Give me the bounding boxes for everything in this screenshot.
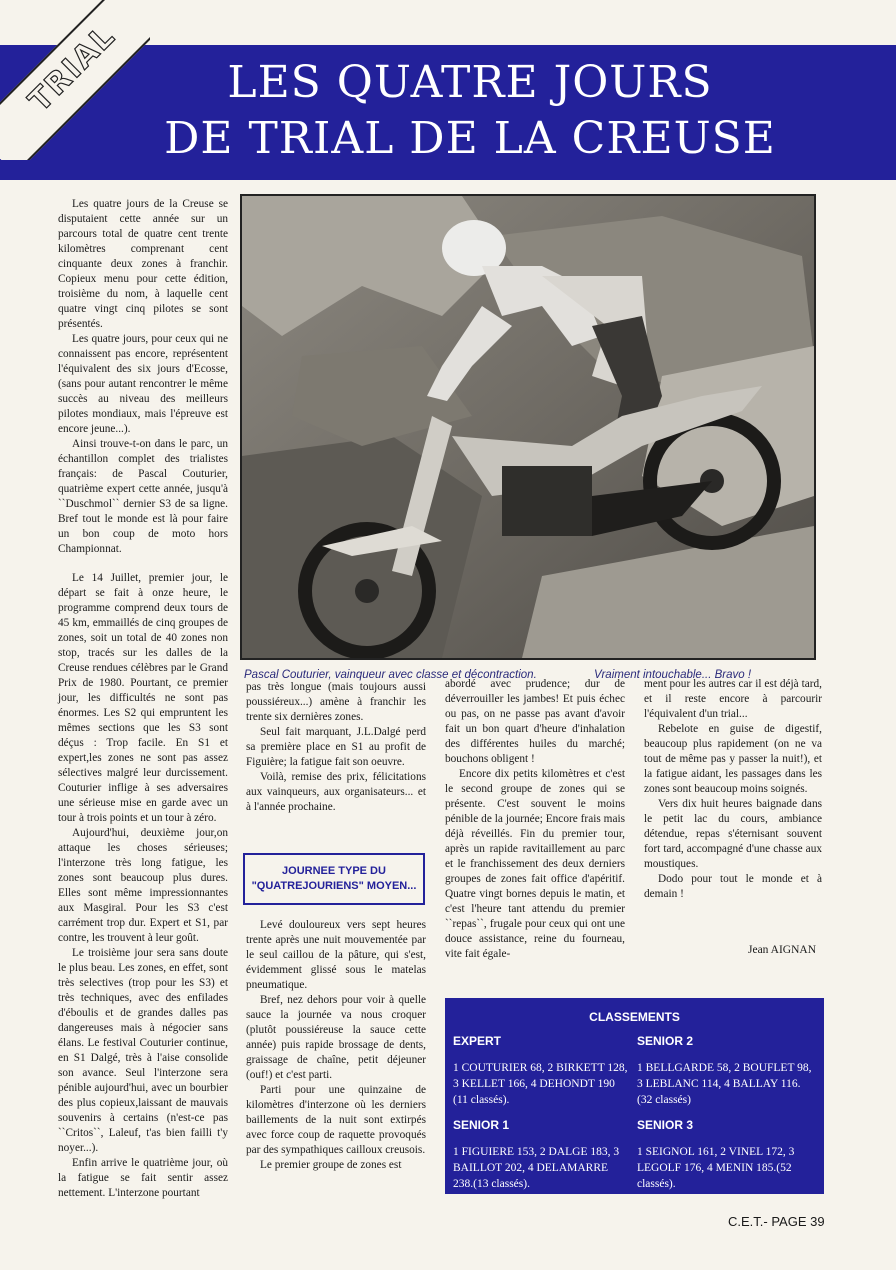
article-column-4 (644, 677, 822, 902)
article-column-1 (58, 197, 228, 1201)
paragraph: Les quatre jours, pour ceux qui ne connaissent pas encore, représentent l'équivalent des six jours d'Ecosse, (sans pour autant rencontrer le même succès au niveau des meilleurs pilotes mondiaux, mais l'épreuve est encore jeune...). (58, 333, 228, 435)
title-line-1: LES QUATRE JOURS (227, 57, 713, 108)
title-line-2: DE TRIAL DE LA CREUSE (164, 113, 776, 164)
trial-photo (240, 194, 816, 660)
paragraph: Encore dix petits kilomètres et c'est le second groupe de zones qui se présente. C'est souvent le moins pénible de la journée; Encore frais mais déjà réveillés. Fin du premier tour, après un rapide ravitaillement au parc et le franchissement des deux derniers groupes de zones fait office d'apéritif. Quatre vingt bornes depuis le matin, et c'est l'heure tant attendu du premier ``repas``, frugale pour ceux qui ont une douce assistance, reine du fourneau, vite fait égale- (445, 768, 625, 960)
paragraph: Aujourd'hui, deuxième jour,on attaque les choses sérieuses; l'interzone très long fatigue, les zones sont beaucoup plus dures. Elles sont même impressionnantes aux Masgiral. Pour les S3 c'est carrément trop dur. Expert et S1, par contre, les trouvent à leur goût. (58, 827, 228, 944)
caption-right: Vraiment intouchable... Bravo ! (594, 669, 752, 681)
paragraph: Ainsi trouve-t-on dans le parc, un échantillon complet des trialistes français: de Pascal Couturier, quatrième expert cette année, jusqu'à ``Duschmol`` dernier S3 de sa ligne. Bref tout le monde est là pour faire un bon coup de moto hors Championnat. (58, 438, 228, 555)
senior3-results: 1 SEIGNOL 161, 2 VINEL 172, 3 LEGOLF 176, 4 MENIN 185.(52 classés). (637, 1146, 795, 1190)
page-footer: C.E.T.- PAGE 39 (728, 1214, 825, 1229)
senior1-heading: SENIOR 1 (453, 1118, 510, 1132)
classements-title: CLASSEMENTS (589, 1010, 680, 1024)
senior3-heading: SENIOR 3 (637, 1118, 694, 1132)
senior1-results: 1 FIGUIERE 153, 2 DALGE 183, 3 BAILLOT 202, 4 DELAMARRE 238.(13 classés). (453, 1146, 620, 1190)
paragraph: Parti pour une quinzaine de kilomètres d'interzone où les derniers baillements de la nuit sont extirpés avec force coup de raquette provoqués par des sympathiques cailloux creusois. (246, 1084, 426, 1156)
subhead-line-2: "QUATREJOURIENS" MOYEN... (251, 880, 417, 892)
expert-results: 1 COUTURIER 68, 2 BIRKETT 128, 3 KELLET 166, 4 DEHONDT 190 (11 classés). (453, 1062, 628, 1106)
paragraph: Vers dix huit heures baignade dans le petit lac du cours, ambiance détendue, repas s'éternisant souvent fort tard, accompagné d'une chasse aux moustiques. (644, 798, 822, 870)
page-title (90, 45, 850, 180)
subhead-box (243, 853, 425, 905)
section-corner-tag (0, 0, 150, 160)
paragraph: Voilà, remise des prix, félicitations aux vainqueurs, aux organisateurs... et à l'année prochaine. (246, 771, 426, 813)
article-column-3 (445, 677, 625, 962)
senior2-heading: SENIOR 2 (637, 1034, 694, 1048)
corner-tag-label: TRIAL (22, 18, 123, 119)
senior2-results: 1 BELLGARDE 58, 2 BOUFLET 98, 3 LEBLANC 114, 4 BALLAY 116. (32 classés) (637, 1062, 812, 1106)
corner-band (0, 0, 150, 160)
paragraph: Dodo pour tout le monde et à demain ! (644, 873, 822, 900)
paragraph: Les quatre jours de la Creuse se disputaient cette année sur un parcours total de quatre cent trente kilomètres comprenant cent cinquante deux zones à franchir. Copieux menu pour cette édition, troisième du nom, à laquelle cent quatre vingt cinq pilotes se sont présentés. (58, 198, 228, 330)
author-signature: Jean AIGNAN (748, 944, 817, 956)
article-column-2-continued (246, 918, 426, 1173)
classements-box (445, 998, 824, 1194)
photo-illustration (242, 196, 814, 658)
paragraph: pas très longue (mais toujours aussi poussiéreux...) amène à franchir les trente six dernières zones. (246, 681, 426, 723)
caption-left: Pascal Couturier, vainqueur avec classe et décontraction. (244, 669, 537, 681)
expert-heading: EXPERT (453, 1034, 502, 1048)
paragraph: Rebelote en guise de digestif, beaucoup plus rapidement (on ne va tout de même pas y passer la nuit!), et la fatigue aidant, les passages dans les zones sont beaucoup moins soignés. (644, 723, 822, 795)
paragraph: abordé avec prudence; dur de déverrouiller les jambes! Et puis échec ou pas, on ne passe pas avant d'avoir fait un bon quart d'heure d'inhalation des différentes huiles du marché; bouchons obligent ! (445, 678, 625, 765)
article-column-2 (246, 680, 426, 815)
subhead-line-1: JOURNEE TYPE DU (282, 865, 386, 877)
paragraph: Levé douloureux vers sept heures trente après une nuit mouvementée par le seul caillou de la pâture, qui s'est, évidemment glissé sous le matelas pneumatique. (246, 919, 426, 991)
paragraph: ment pour les autres car il est déjà tard, et il reste encore à parcourir l'équivalent d'un trial... (644, 678, 822, 720)
paragraph: Le premier groupe de zones est (260, 1159, 402, 1171)
paragraph: Le 14 Juillet, premier jour, le départ se fait à onze heure, le programme comprend deux tours de 45 km, emmaillés de cinq groupes de zones, soit un total de 40 zones non stop, tracés sur les dalles de la Creuse rendues célèbres par le Grand Prix de 1980. Pourtant, ce premier jour, les difficultés ne sont pas énormes. Les S2 qui empruntent les mêmes sections que les S3 sont déçus : Trop facile. En S1 et expert,les zones ne sont pas assez sélectives malgré leur durcissement. Couturier inflige à ses adversaires une sérieuse mise en garde avec un tour à trois points et un tour à zéro. (58, 572, 228, 824)
paragraph: Bref, nez dehors pour voir à quelle sauce la journée va nous croquer (plutôt poussiéreuse la sauce cette année) puis rapide brossage de dents, graissage de chaîne, petit déjeuner (ouf!) et c'est parti. (246, 994, 426, 1081)
paragraph: Le troisième jour sera sans doute le plus beau. Les zones, en effet, sont très selectives (trop pour les S3) et très techniques, avec des enfilades d'éboulis et de grandes dalles pas dangereuses mais à négocier sans élans. Le festival Couturier continue, en S1 Dalgé, très à l'aise consolide son avance. Seul l'interzone sera pénible aujourd'hui, avec un bourbier des plus copieux,laissant de mauvais souvenirs à certains (n'est-ce pas ``Critos``, Laleuf, t'as bien failli t'y noyer...). (58, 947, 228, 1154)
paragraph: Enfin arrive le quatrième jour, où la fatigue se fait sentir assez nettement. L'interzone pourtant (58, 1157, 228, 1199)
paragraph: Seul fait marquant, J.L.Dalgé perd sa première place en S1 au profit de Figuière; la fatigue fait son oeuvre. (246, 726, 426, 768)
